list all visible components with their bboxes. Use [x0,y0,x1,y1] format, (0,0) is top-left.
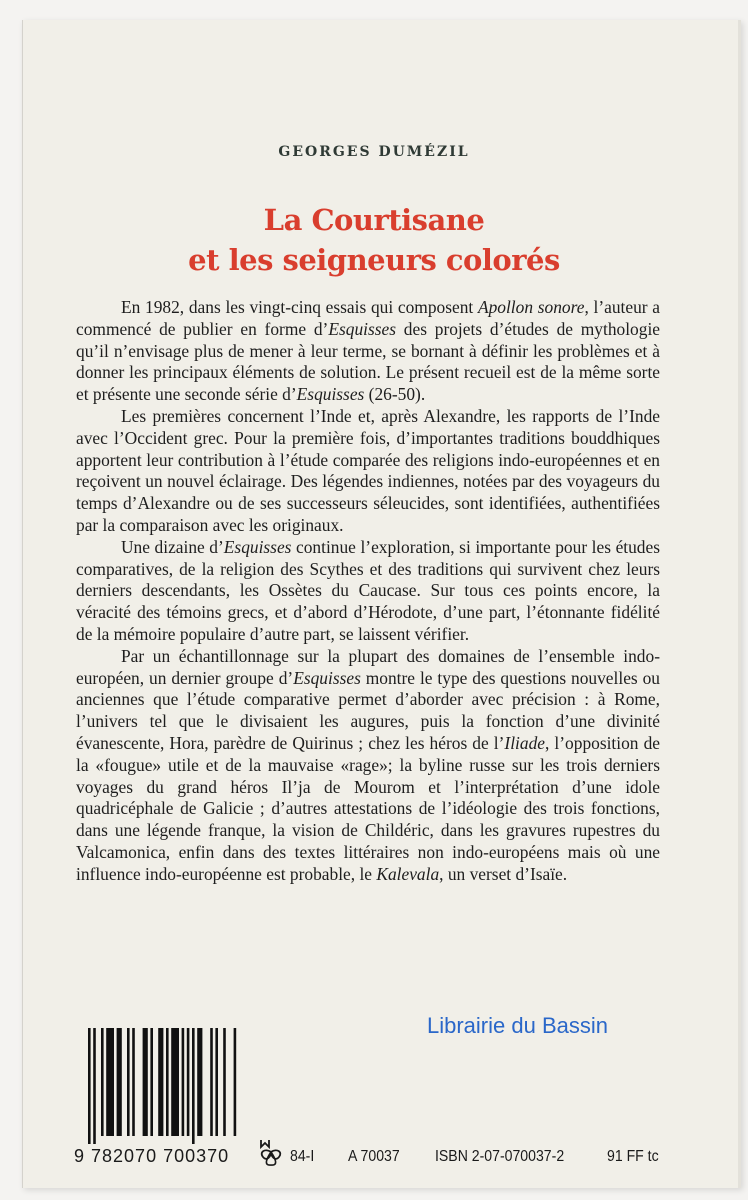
publisher-logo-icon [257,1138,285,1168]
blurb-text [76,297,660,886]
barcode-bar [106,1028,114,1136]
barcode-bar [143,1028,148,1136]
title-line-2: et les seigneurs colorés [188,243,560,277]
blurb-paragraph: En 1982, dans les vingt-cinq essais qui composent Apollon sonore, l’auteur a commencé de publier en forme d’Esquisses des projets d’études de mythologie qu’il n’envisage plus de mener à leur terme, se bornant à définir les problèmes et à donner les principaux éléments de solution. Le présent recueil est de la même sorte et présente une seconde série d’Esquisses (26-50). [76,297,660,405]
barcode-digits: 9 782070 700370 [74,1146,230,1166]
author-name: GEORGES DUMÉZIL [278,144,470,160]
barcode-bar [215,1028,218,1136]
blurb-paragraph: Une dizaine d’Esquisses continue l’exploration, si importante pour les études comparatives, de la religion des Scythes et des traditions qui survivent chez leurs derniers descendants, les Ossètes du Caucase. Sur tous ces points encore, la véracité des témoins grecs, et d’abord d’Hérodote, d’une part, l’étonnante fidélité de la mémoire populaire d’autre part, se laissent vérifier. [76,536,660,644]
barcode-bar [101,1028,104,1136]
barcode-bar [171,1028,179,1136]
barcode-bar [166,1028,169,1136]
barcode [88,1028,238,1144]
blurb-paragraph: Par un échantillonnage sur la plupart des domaines de l’ensemble indo-européen, un dernier groupe d’Esquisses montre le type des questions nouvelles ou anciennes que l’étude comparative permet d’aborder avec précision : à Rome, l’univers tel que le divisaient les augures, puis la fonction d’une divinité évanescente, Hora, parèdre de Quirinus ; chez les héros de l’Iliade, l’opposition de la «fougue» utile et de la mauvaise «rage»; la byline russe sur les trois derniers voyages du grand héros Il’ja de Mourom et l’interprétation d’une idole quadricéphale de Galicie ; d’autres attestations de l’idéologie des trois fonctions, dans une légende franque, la vision de Childéric, dans les gravures rupestres du Valcamonica, enfin dans des textes littéraires non indo-européens mais où une influence indo-européenne est probable, le Kalevala, un verset d’Isaïe. [76,645,660,884]
barcode-bar [117,1028,122,1136]
barcode-bar [210,1028,213,1136]
blurb-paragraph: Les premières concernent l’Inde et, après Alexandre, les rapports de l’Inde avec l’Occident grec. Pour la première fois, d’importantes traditions bouddhiques apportent leur contribution à l’étude comparée des religions indo-européennes et en reçoivent un nouvel éclairage. Des légendes indiennes, notées par des voyageurs du temps d’Alexandre ou de ses successeurs séleucides, sont identifiées, authentifiées par la comparaison avec les originaux. [76,405,660,535]
book-title [0,200,748,280]
barcode-bar [182,1028,185,1136]
barcode-bar [88,1028,91,1144]
barcode-bar [127,1028,130,1136]
barcode-bar [223,1028,226,1136]
barcode-bar [187,1028,190,1136]
barcode-bar [197,1028,202,1136]
barcode-bar [234,1028,237,1136]
barcode-bar [158,1028,163,1136]
barcode-bar [192,1028,195,1144]
barcode-bar [150,1028,153,1136]
barcode-bar [132,1028,135,1136]
barcode-bar [93,1028,96,1144]
barcode-bars [88,1028,238,1144]
isbn: ISBN 2-07-070037-2 [435,1148,565,1165]
catalog-code: A 70037 [348,1148,400,1165]
bookseller-watermark: Librairie du Bassin [427,1013,608,1038]
price: 91 FF tc [607,1148,659,1165]
series-code: 84-I [290,1148,315,1165]
title-line-1: La Courtisane [263,203,485,237]
